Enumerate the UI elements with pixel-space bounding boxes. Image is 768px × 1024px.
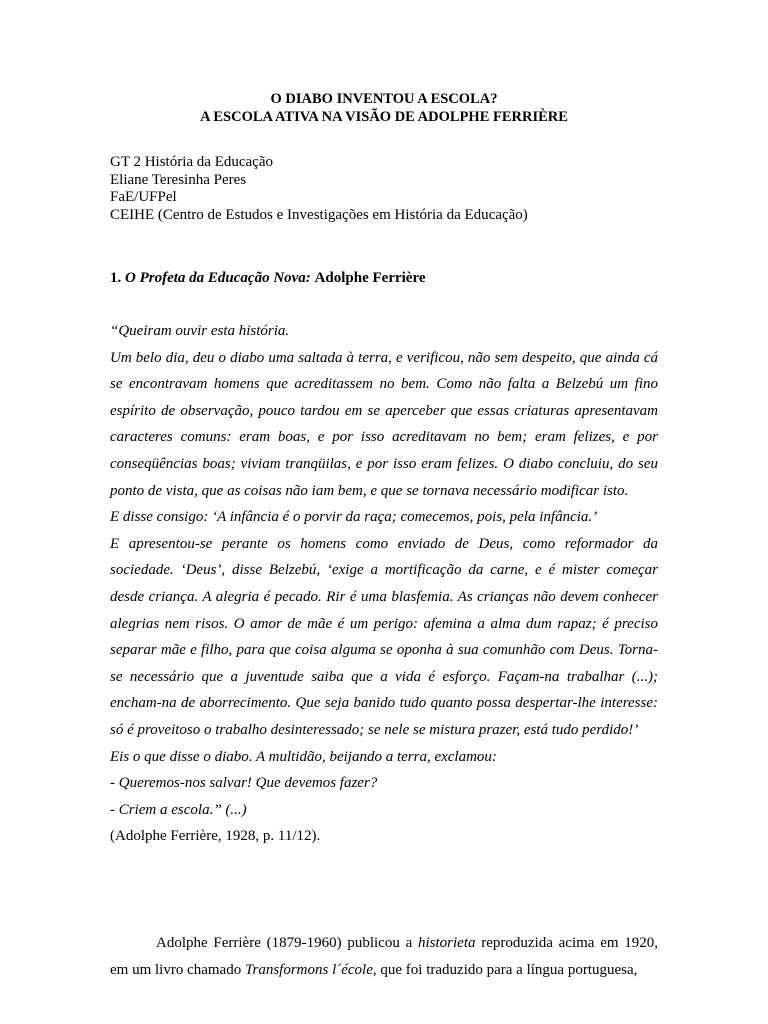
institution: FaE/UFPel bbox=[110, 189, 177, 205]
body-text-run: reproduzida acima em 1920, em um livro chamado bbox=[110, 935, 659, 978]
quote-paragraph: Um belo dia, deu o diabo uma saltada à terra, e verificou, não sem despeito, que ainda cá se encontravam homens que acreditassem no bem. Como não falta a Belzebú um fino espírito de observação, pouco tardou em se aperceber que essas criaturas apresentavam caracteres comuns: eram boas, e por isso acreditavam no bem; eram felizes, e por conseqüências boas; viviam tranqüilas, e por isso eram felizes. O diabo concluiu, do seu ponto de vista, que as coisas não iam bem, e que se tornava necessário modificar isto. bbox=[110, 349, 658, 499]
body-emphasis: historieta bbox=[418, 935, 476, 951]
document-title-block bbox=[0, 90, 768, 126]
quote-intro: “Queiram ouvir esta história. bbox=[110, 323, 290, 339]
quote-citation: (Adolphe Ferrière, 1928, p. 11/12). bbox=[110, 828, 321, 845]
author-info bbox=[110, 154, 528, 224]
quote-paragraph: - Criem a escola.” (...) bbox=[110, 801, 247, 818]
document-subtitle: A ESCOLA ATIVA NA VISÃO DE ADOLPHE FERRIÈRE bbox=[200, 109, 568, 125]
quote-paragraph: E disse consigo: ‘A infância é o porvir da raça; comecemos, pois, pela infância.’ bbox=[110, 509, 598, 526]
section-title: O Profeta da Educação Nova: bbox=[125, 270, 311, 286]
section-number: 1. bbox=[110, 270, 122, 286]
document-title: O DIABO INVENTOU A ESCOLA? bbox=[270, 91, 498, 107]
book-title: Transformons l´école, bbox=[244, 962, 377, 978]
quote-paragraph: Eis o que disse o diabo. A multidão, beijando a terra, exclamou: bbox=[110, 748, 497, 765]
working-group: GT 2 História da Educação bbox=[110, 154, 274, 170]
author-name: Eliane Teresinha Peres bbox=[110, 171, 247, 188]
quote-paragraph: E apresentou-se perante os homens como enviado de Deus, como reformador da sociedade. ‘Deus’, disse Belzebú, ‘exige a mortificação da carne, e é mister começar desde criança. A alegria é pecado. Rir é uma blasfemia. As crianças não devem conhecer alegrias nem risos. O amor de mãe é um perigo: afemina a alma dum rapaz; é preciso separar mãe e filho, para que coisa alguma se oponha à sua comunhão com Deus. Torna-se necessário que a juventude saiba que a vida é esforço. Façam-na trabalhar (...); encham-na de aborrecimento. Que seja banido tudo quanto possa despertar-lhe interesse: só é proveitoso o trabalho desinteressado; se nele se mistura prazer, está tudo perdido!’ bbox=[110, 535, 658, 738]
research-center: CEIHE (Centro de Estudos e Investigações em História da Educação) bbox=[110, 206, 528, 223]
block-quote bbox=[110, 318, 658, 850]
body-text bbox=[110, 930, 658, 984]
quote-paragraph: - Queremos-nos salvar! Que devemos fazer? bbox=[110, 775, 378, 792]
body-paragraph bbox=[110, 930, 658, 984]
section-heading bbox=[110, 269, 426, 287]
body-text-run: Adolphe Ferrière (1879-1960) publicou a bbox=[156, 935, 418, 951]
body-text-run: que foi traduzido para a língua portuguesa, bbox=[376, 962, 638, 978]
section-subject: Adolphe Ferrière bbox=[314, 270, 426, 286]
